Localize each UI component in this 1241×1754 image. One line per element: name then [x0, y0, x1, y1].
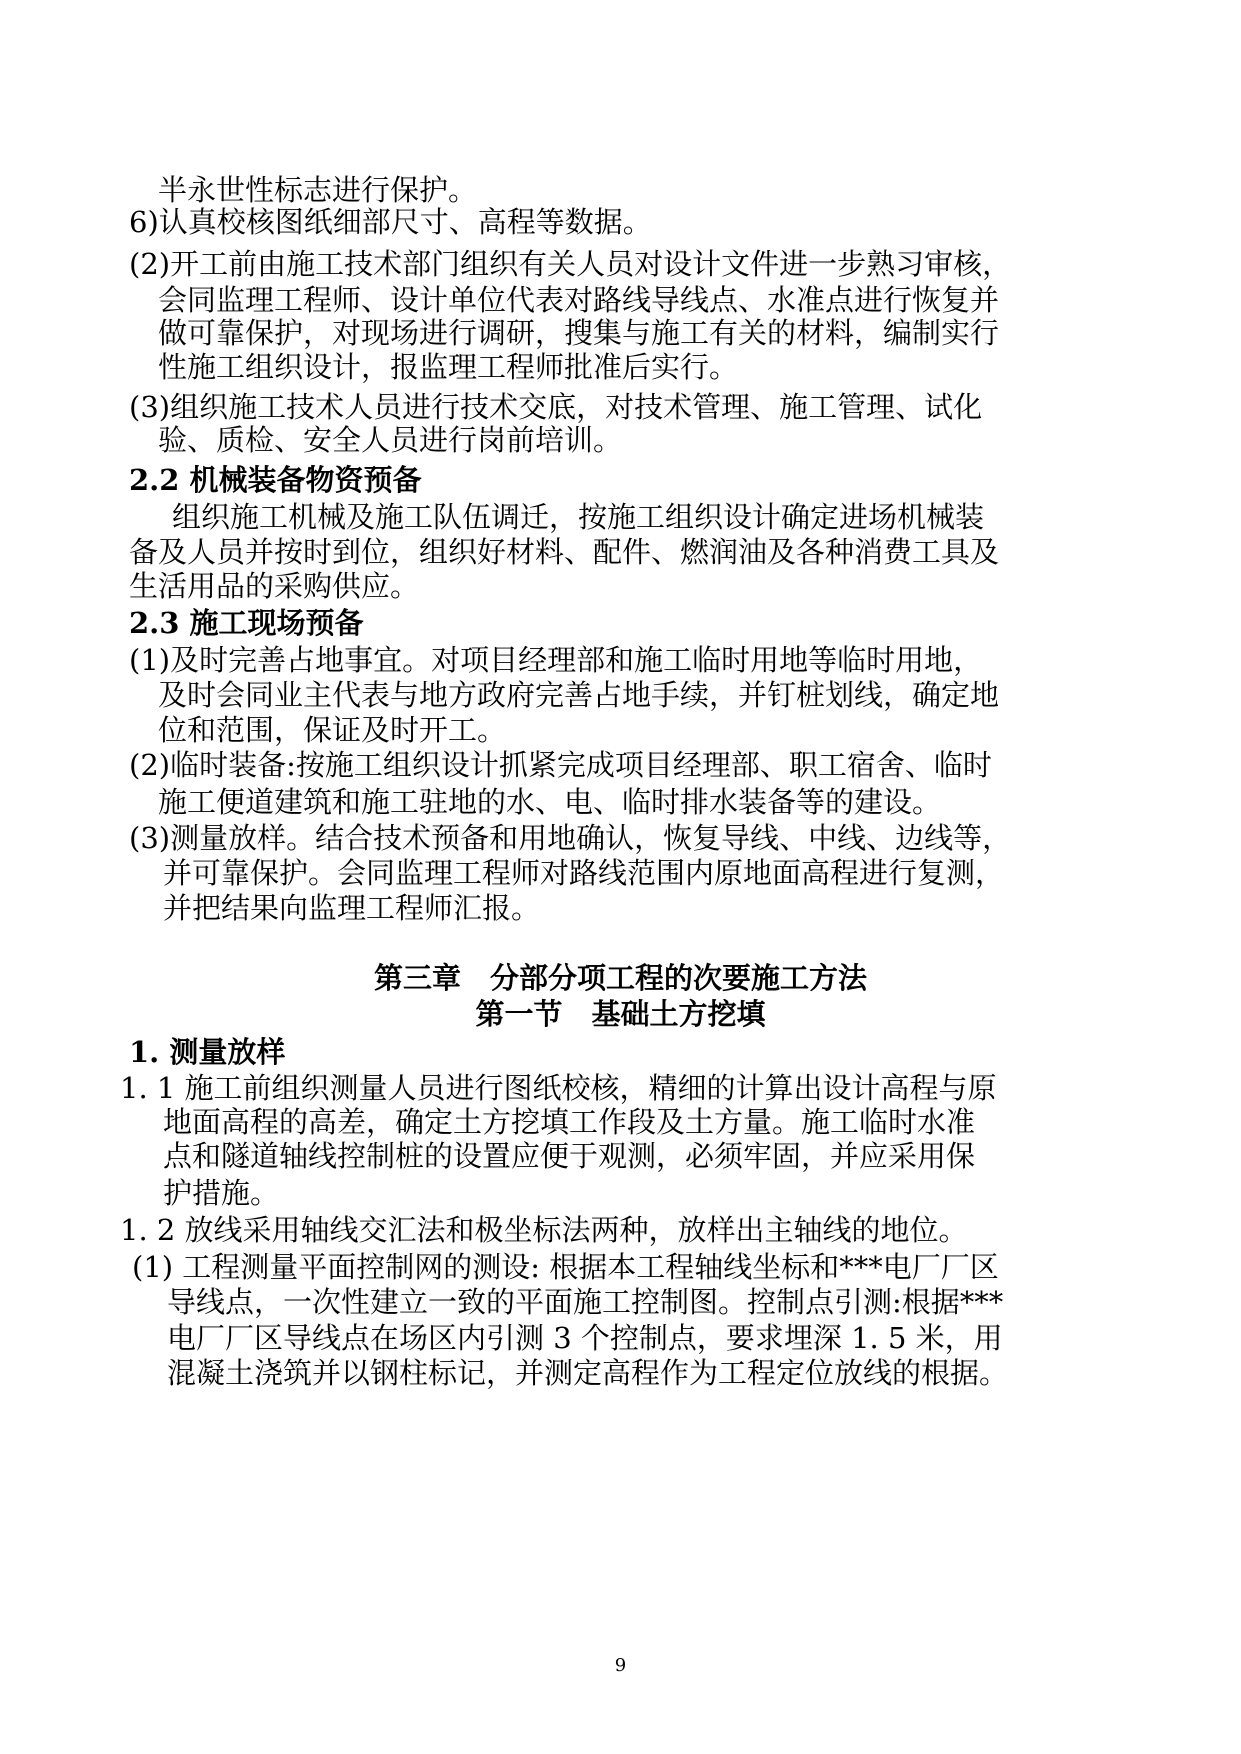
text-line: 做可靠保护，对现场进行调研，搜集与施工有关的材料，编制实行	[158, 316, 1000, 350]
text-line: 施工便道建筑和施工驻地的水、电、临时排水装备等的建设。	[158, 785, 942, 819]
text-line: 点和隧道轴线控制桩的设置应便于观测，必须牢固，并应采用保	[163, 1139, 976, 1173]
text-line: 混凝土浇筑并以钢柱标记，并测定高程作为工程定位放线的根据。	[167, 1356, 1009, 1390]
text-line: 导线点，一次性建立一致的平面施工控制图。控制点引测:根据***	[167, 1285, 1004, 1319]
text-line: 电厂厂区导线点在场区内引测 3 个控制点，要求埋深 1. 5 米，用	[167, 1321, 1003, 1355]
text-line: (1)及时完善占地事宜。对项目经理部和施工临时用地等临时用地，	[129, 643, 983, 677]
section-title: 第一节 基础土方挖填	[475, 997, 766, 1031]
text-line: 性施工组织设计，报监理工程师批准后实行。	[158, 350, 739, 384]
text-line: 并可靠保护。会同监理工程师对路线范围内原地面高程进行复测，	[163, 856, 1005, 890]
text-line: (2)开工前由施工技术部门组织有关人员对设计文件进一步熟习审核，	[129, 247, 1012, 281]
text-line: 半永世性标志进行保护。	[158, 173, 478, 207]
section-heading: 2.2 机械装备物资预备	[129, 463, 422, 497]
text-line: 6)认真校核图纸细部尺寸、高程等数据。	[129, 205, 652, 239]
text-line: (3)组织施工技术人员进行技术交底，对技术管理、施工管理、试化	[129, 390, 983, 424]
text-line: 1. 1 施工前组织测量人员进行图纸校核，精细的计算出设计高程与原	[120, 1071, 997, 1105]
text-line: (3)测量放样。结合技术预备和用地确认，恢复导线、中线、边线等，	[129, 821, 1012, 855]
section-heading: 1. 测量放样	[129, 1035, 286, 1069]
text-line: 护措施。	[163, 1176, 280, 1210]
text-line: 并把结果向监理工程师汇报。	[163, 891, 541, 925]
chapter-title: 第三章 分部分项工程的次要施工方法	[373, 961, 867, 995]
section-heading: 2.3 施工现场预备	[129, 606, 364, 640]
text-line: 备及人员并按时到位，组织好材料、配件、燃润油及各种消费工具及	[129, 535, 1000, 569]
text-line: 位和范围，保证及时开工。	[158, 713, 507, 747]
page-number: 9	[614, 1655, 627, 1676]
text-line: 及时会同业主代表与地方政府完善占地手续，并钉桩划线，确定地	[158, 678, 1000, 712]
text-line: 会同监理工程师、设计单位代表对路线导线点、水准点进行恢复并	[158, 283, 1000, 317]
text-line: 生活用品的采购供应。	[129, 569, 420, 603]
text-line: 地面高程的高差，确定土方挖填工作段及土方量。施工临时水准	[163, 1105, 976, 1139]
text-line: (2)临时装备:按施工组织设计抓紧完成项目经理部、职工宿舍、临时	[129, 748, 992, 782]
text-line: 组织施工机械及施工队伍调迁，按施工组织设计确定进场机械装	[172, 500, 985, 534]
text-line: (1) 工程测量平面控制网的测设: 根据本工程轴线坐标和***电厂厂区	[132, 1250, 999, 1284]
text-line: 验、质检、安全人员进行岗前培训。	[158, 423, 623, 457]
text-line: 1. 2 放线采用轴线交汇法和极坐标法两种，放样出主轴线的地位。	[120, 1213, 968, 1247]
